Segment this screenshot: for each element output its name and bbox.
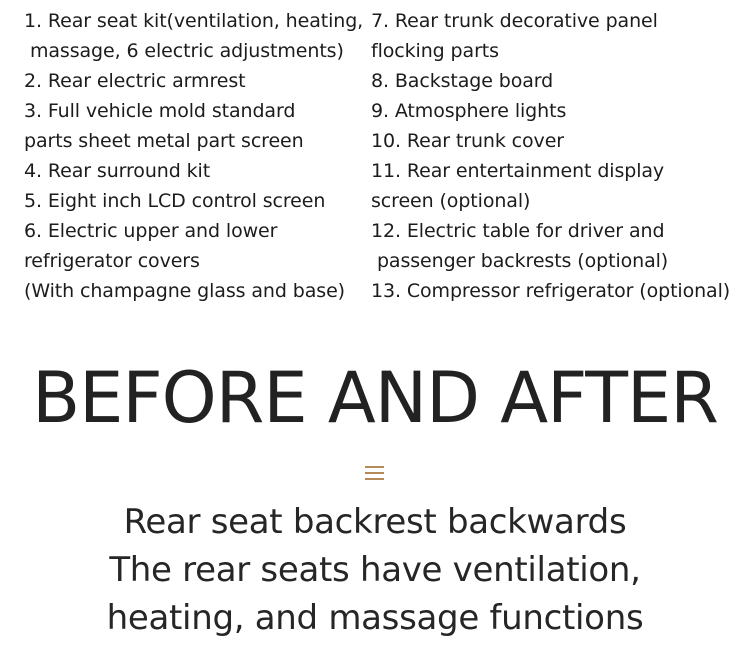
- feature-list-right: [371, 6, 750, 306]
- section-description: [0, 498, 750, 642]
- feature-line: 6. Electric upper and lower: [24, 220, 278, 242]
- description-line: heating, and massage functions: [106, 598, 644, 638]
- feature-line: passenger backrests (optional): [371, 250, 669, 272]
- feature-list-left: [24, 6, 364, 306]
- feature-line: 11. Rear entertainment display: [371, 160, 665, 182]
- feature-line: 5. Eight inch LCD control screen: [24, 190, 326, 212]
- feature-line: 12. Electric table for driver and: [371, 220, 665, 242]
- feature-line: parts sheet metal part screen: [24, 130, 304, 152]
- feature-line: 4. Rear surround kit: [24, 160, 211, 182]
- feature-line: 8. Backstage board: [371, 70, 554, 92]
- feature-line: 9. Atmosphere lights: [371, 100, 567, 122]
- feature-line: 1. Rear seat kit(ventilation, heating,: [24, 10, 364, 32]
- feature-line: 7. Rear trunk decorative panel: [371, 10, 658, 32]
- menu-icon-bar: [365, 466, 384, 468]
- feature-line: flocking parts: [371, 40, 499, 62]
- feature-line: massage, 6 electric adjustments): [24, 40, 344, 62]
- menu-icon-bar: [365, 472, 384, 474]
- description-line: Rear seat backrest backwards: [123, 502, 627, 542]
- feature-line: 2. Rear electric armrest: [24, 70, 246, 92]
- feature-line: (With champagne glass and base): [24, 280, 345, 302]
- feature-line: 13. Compressor refrigerator (optional): [371, 280, 731, 302]
- feature-line: 10. Rear trunk cover: [371, 130, 564, 152]
- feature-line: refrigerator covers: [24, 250, 200, 272]
- feature-list: [0, 6, 750, 306]
- menu-icon-bar: [365, 478, 384, 480]
- description-line: The rear seats have ventilation,: [109, 550, 641, 590]
- section-heading: BEFORE AND AFTER: [32, 357, 718, 439]
- menu-icon: [365, 466, 384, 480]
- feature-line: 3. Full vehicle mold standard: [24, 100, 296, 122]
- feature-line: screen (optional): [371, 190, 531, 212]
